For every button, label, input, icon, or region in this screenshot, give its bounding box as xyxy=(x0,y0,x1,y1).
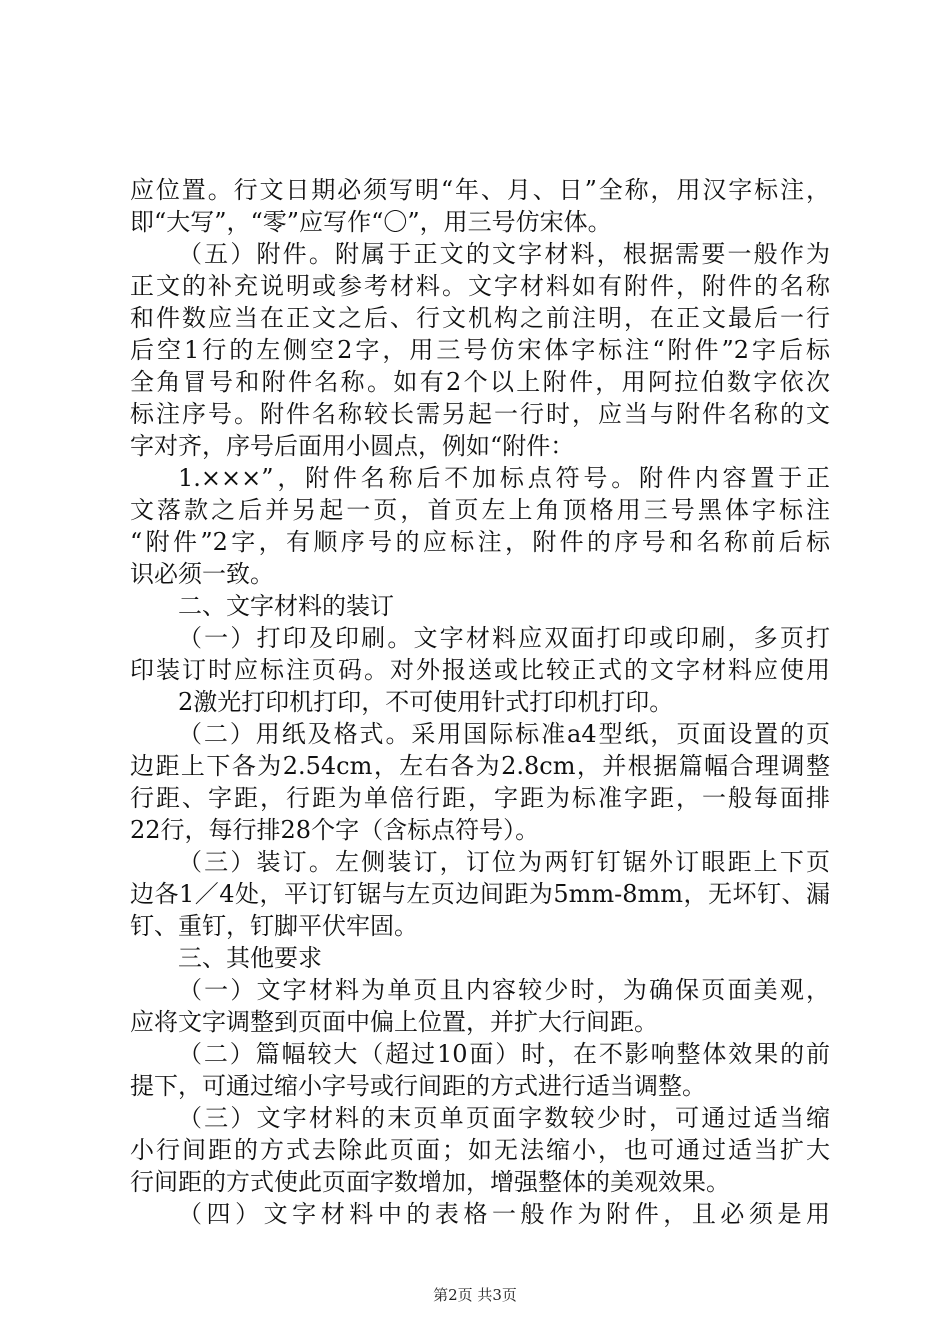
paragraph-start-line: （五）附件。附属于正文的文字材料，根据需要一般作为 xyxy=(178,240,830,268)
body-text-line: 行距、字距，行距为单倍行距，字距为标准字距，一般每面排 xyxy=(130,784,830,812)
body-text-line: 识必须一致。 xyxy=(130,560,274,588)
body-text-line: “附件”2字，有顺序号的应标注，附件的序号和名称前后标 xyxy=(130,528,830,556)
paragraph-start-line: 1.×××”，附件名称后不加标点符号。附件内容置于正 xyxy=(178,464,830,492)
page-number-footer: 第2页 共3页 xyxy=(433,1286,517,1304)
paragraph-start-line: （三）装订。左侧装订，订位为两钉钉锯外订眼距上下页 xyxy=(178,848,830,876)
body-text-line: 钉、重钉，钉脚平伏牢固。 xyxy=(130,912,418,940)
body-text-line: 标注序号。附件名称较长需另起一行时，应当与附件名称的文 xyxy=(130,400,830,428)
body-text-line: 后空1行的左侧空2字，用三号仿宋体字标注“附件”2字后标 xyxy=(130,336,830,364)
paragraph-start-line: （二）篇幅较大（超过10面）时，在不影响整体效果的前 xyxy=(178,1040,830,1068)
paragraph-start-line: 2激光打印机打印，不可使用针式打印机打印。 xyxy=(178,688,674,716)
paragraph-start-line: （一）文字材料为单页且内容较少时，为确保页面美观， xyxy=(178,976,830,1004)
section-heading: 三、其他要求 xyxy=(178,944,322,972)
body-text-line: 文落款之后并另起一页，首页左上角顶格用三号黑体字标注 xyxy=(130,496,830,524)
body-text-line: 应将文字调整到页面中偏上位置，并扩大行间距。 xyxy=(130,1008,658,1036)
body-text-line: 提下，可通过缩小字号或行间距的方式进行适当调整。 xyxy=(130,1072,706,1100)
paragraph-start-line: （一）打印及印刷。文字材料应双面打印或印刷，多页打 xyxy=(178,624,830,652)
section-heading: 二、文字材料的装订 xyxy=(178,592,394,620)
body-text-line: 边距上下各为2.54cm，左右各为2.8cm，并根据篇幅合理调整 xyxy=(130,752,830,780)
body-text-line: 全角冒号和附件名称。如有2个以上附件，用阿拉伯数字依次 xyxy=(130,368,830,396)
body-text-line: 边各1／4处，平订钉锯与左页边间距为5mm-8mm，无坏钉、漏 xyxy=(130,880,830,908)
body-text-line: 印装订时应标注页码。对外报送或比较正式的文字材料应使用 xyxy=(130,656,830,684)
body-text-line: 行间距的方式使此页面字数增加，增强整体的美观效果。 xyxy=(130,1168,730,1196)
body-text-line: 22行，每行排28个字（含标点符号）。 xyxy=(130,816,540,844)
body-text-line: 正文的补充说明或参考材料。文字材料如有附件，附件的名称 xyxy=(130,272,830,300)
body-text-line: 小行间距的方式去除此页面；如无法缩小，也可通过适当扩大 xyxy=(130,1136,830,1164)
paragraph-start-line: （三）文字材料的末页单页面字数较少时，可通过适当缩 xyxy=(178,1104,830,1132)
paragraph-start-line: （二）用纸及格式。采用国际标准a4型纸，页面设置的页 xyxy=(178,720,830,748)
body-text-line: 和件数应当在正文之后、行文机构之前注明，在正文最后一行 xyxy=(130,304,830,332)
body-text-line: 即“大写”，“零”应写作“〇”，用三号仿宋体。 xyxy=(130,208,612,236)
body-text-line: 字对齐，序号后面用小圆点，例如“附件： xyxy=(130,432,575,460)
paragraph-start-line: （四）文字材料中的表格一般作为附件，且必须是用 xyxy=(178,1200,830,1228)
body-text-line: 应位置。行文日期必须写明“年、月、日”全称，用汉字标注， xyxy=(130,176,830,204)
